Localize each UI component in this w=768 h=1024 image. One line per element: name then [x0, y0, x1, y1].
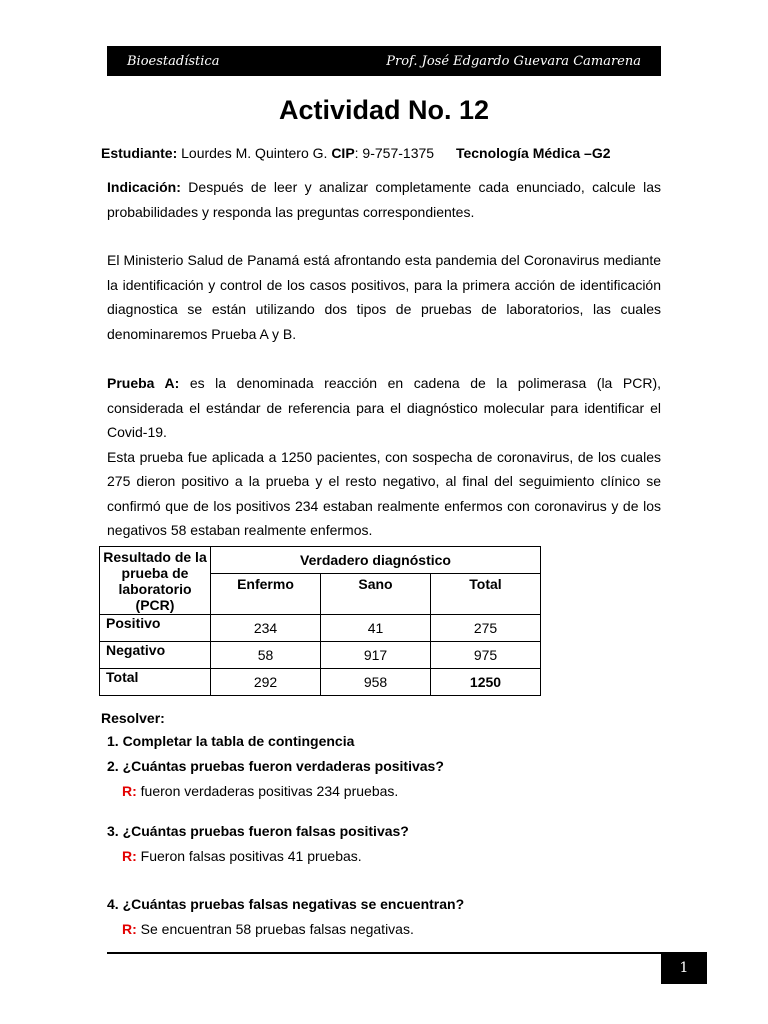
row-label: Negativo — [100, 642, 211, 669]
answer-2 — [122, 783, 398, 799]
answer-text: fueron verdaderas positivas 234 pruebas. — [140, 783, 399, 799]
table-cell: 958 — [321, 669, 431, 696]
answer-4 — [122, 921, 414, 937]
program-name: Tecnología Médica –G2 — [455, 145, 611, 161]
professor-name: Prof. José Edgardo Guevara Camarena — [386, 54, 641, 69]
table-cell: 917 — [321, 642, 431, 669]
footer-divider — [107, 952, 661, 954]
column-header: Total — [431, 574, 541, 615]
table-cell: 58 — [211, 642, 321, 669]
cip-value: : 9-757-1375 — [354, 145, 435, 161]
prueba-a-paragraph — [107, 371, 661, 543]
answer-3 — [122, 848, 362, 864]
table-cell-grand-total: 1250 — [431, 669, 541, 696]
intro-paragraph: El Ministerio Salud de Panamá está afrontando esta pandemia del Coronavirus mediante la identificación y control de los casos positivos, para la primera acción de identificación diagnostica se están utilizando dos tipos de pruebas de laboratorios, las cuales denominaremos Prueba A y B. — [107, 252, 661, 342]
table-top-header: Verdadero diagnóstico — [211, 547, 541, 574]
cip-label: CIP — [331, 145, 355, 161]
student-name: Lourdes M. Quintero G. — [181, 145, 328, 161]
row-label: Total — [100, 669, 211, 696]
page-number: 1 — [661, 952, 707, 984]
prueba-a-label: Prueba A: — [107, 375, 180, 391]
table-row — [100, 615, 541, 642]
course-name: Bioestadística — [127, 54, 220, 69]
student-label: Estudiante: — [101, 145, 178, 161]
prueba-a-text: es la denominada reacción en cadena de la polimerasa (la PCR), considerada el estándar de referencia para el diagnóstico molecular para identificar el Covid-19. — [107, 375, 661, 440]
question-1: 1. Completar la tabla de contingencia — [107, 733, 355, 749]
answer-text: Se encuentran 58 pruebas falsas negativas. — [140, 921, 414, 937]
table-cell: 234 — [211, 615, 321, 642]
table-cell: 975 — [431, 642, 541, 669]
question-2: 2. ¿Cuántas pruebas fueron verdaderas positivas? — [107, 758, 444, 774]
table-cell: 292 — [211, 669, 321, 696]
answer-marker: R: — [122, 921, 137, 937]
answer-marker: R: — [122, 783, 137, 799]
answer-text: Fueron falsas positivas 41 pruebas. — [140, 848, 362, 864]
student-line — [101, 145, 611, 161]
page-header — [107, 46, 661, 76]
resolver-label: Resolver: — [101, 710, 165, 726]
question-3: 3. ¿Cuántas pruebas fueron falsas positivas? — [107, 823, 409, 839]
page-title: Actividad No. 12 — [278, 95, 490, 125]
indicacion-paragraph — [107, 175, 661, 224]
table-row — [100, 669, 541, 696]
indicacion-text: Después de leer y analizar completamente cada enunciado, calcule las probabilidades y responda las preguntas correspondientes. — [107, 179, 662, 220]
contingency-table — [99, 546, 541, 696]
table-corner-header: Resultado de la prueba de laboratorio (PCR) — [100, 547, 211, 615]
table-cell: 275 — [431, 615, 541, 642]
row-label: Positivo — [100, 615, 211, 642]
column-header: Enfermo — [211, 574, 321, 615]
table-cell: 41 — [321, 615, 431, 642]
indicacion-label: Indicación: — [107, 179, 181, 195]
table-row — [100, 642, 541, 669]
prueba-a-details: Esta prueba fue aplicada a 1250 pacientes, con sospecha de coronavirus, de los cuales 275 dieron positivo a la prueba y el resto negativo, al final del seguimiento clínico se confirmó que de los positivos 234 estaban realmente enfermos con coronavirus y de los negativos 58 estaban realmente enfermos. — [107, 448, 661, 538]
column-header: Sano — [321, 574, 431, 615]
question-4: 4. ¿Cuántas pruebas falsas negativas se encuentran? — [107, 896, 465, 912]
answer-marker: R: — [122, 848, 137, 864]
